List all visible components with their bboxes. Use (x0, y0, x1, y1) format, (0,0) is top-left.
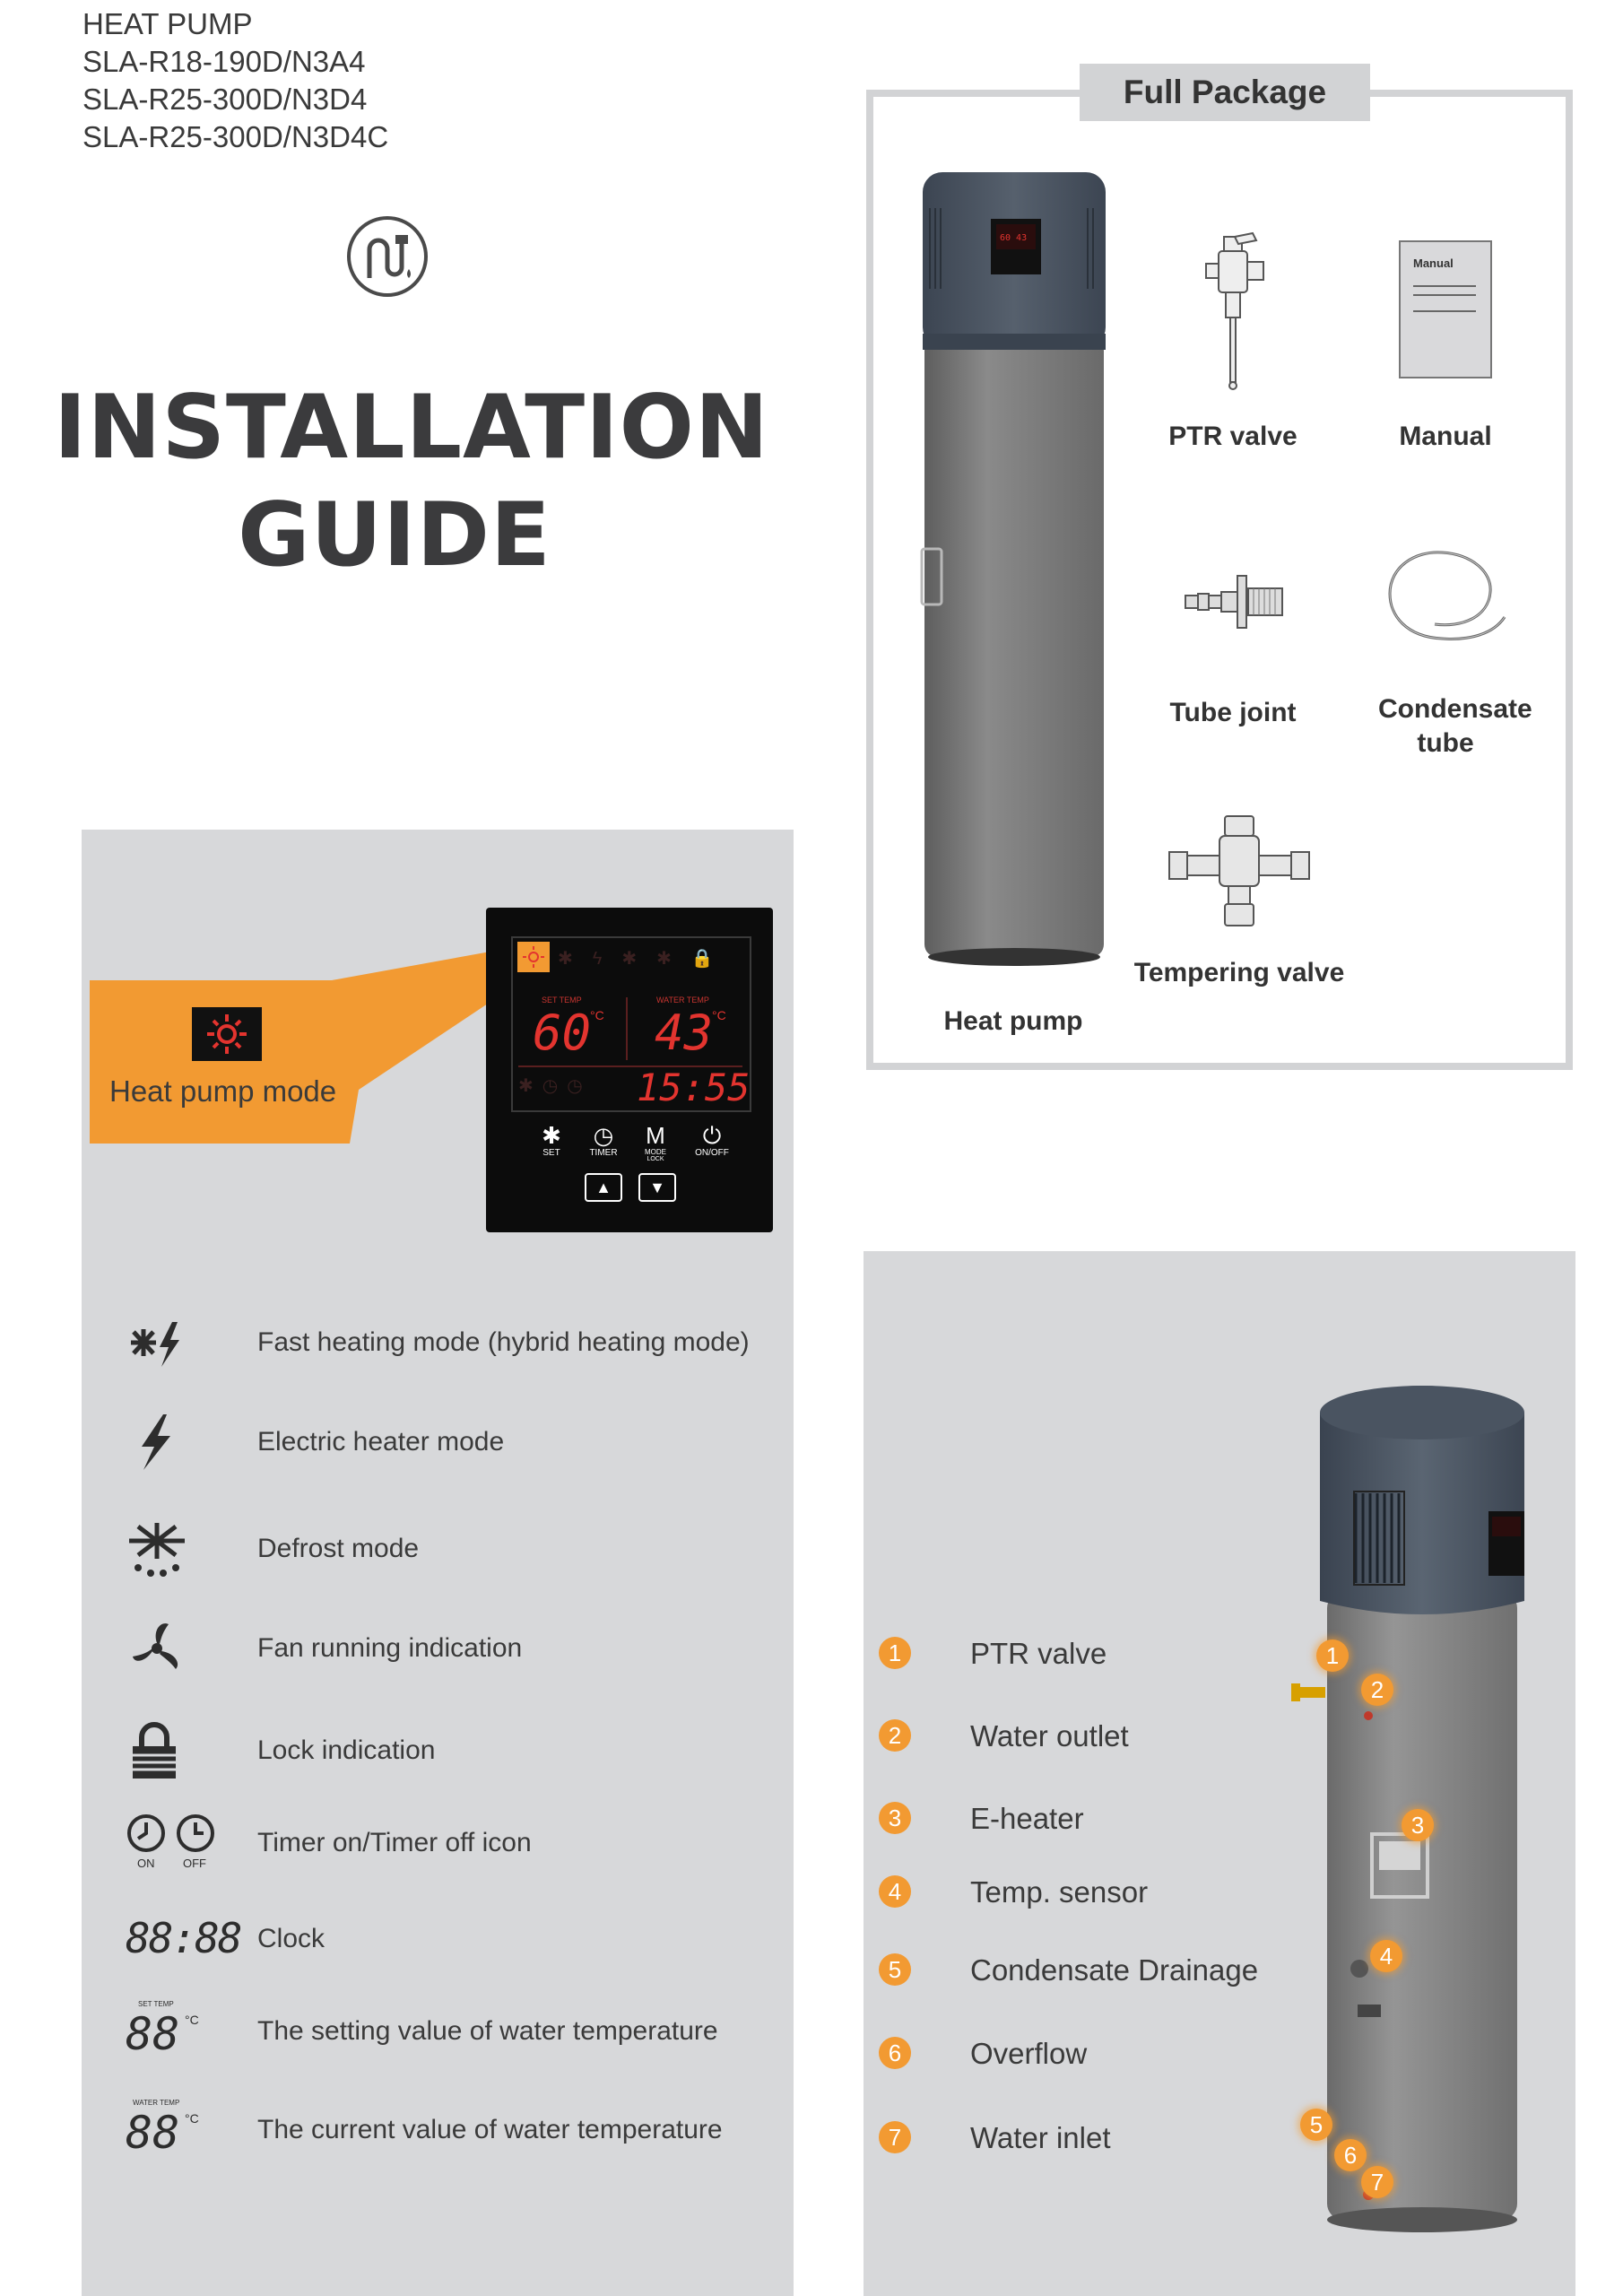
set-icon: ✱ (542, 1122, 561, 1149)
callout-dot: 5 (1300, 2109, 1332, 2141)
controller-display (486, 908, 773, 1232)
legend-water-temp (126, 2099, 789, 2161)
mode-button[interactable] (633, 1123, 678, 1163)
part-number: 1 (879, 1637, 911, 1669)
manual-lines (1413, 285, 1476, 312)
water-temp-caption: WATER TEMP (656, 996, 709, 1004)
legend-set-temp (126, 2000, 789, 2063)
callout-dot: 1 (1316, 1639, 1349, 1672)
part-label: E-heater (970, 1802, 1084, 1835)
set-temp-caption: SET TEMP (542, 996, 582, 1004)
plumbing-icon (346, 215, 429, 298)
set-temp-caption: SET TEMP (138, 2000, 174, 2008)
down-button[interactable]: ▼ (638, 1173, 676, 1202)
electric-heater-icon (126, 1411, 224, 1474)
callout-dot: 2 (1361, 1674, 1393, 1706)
callout-dot: 6 (1334, 2139, 1367, 2171)
tube-joint-label: Tube joint (1169, 698, 1297, 727)
set-temp-display: 88 (126, 2008, 180, 2060)
heat-mode-indicator (517, 942, 550, 972)
manual-lines (1413, 294, 1476, 296)
legend-lock (126, 1719, 789, 1782)
timer-label: TIMER (589, 1148, 618, 1158)
part-number: 5 (879, 1953, 911, 1986)
tempering-valve-icon (1166, 814, 1313, 929)
legend-fan (126, 1617, 789, 1680)
legend-text: Fast heating mode (hybrid heating mode) (257, 1327, 750, 1357)
set-label: SET (542, 1148, 560, 1158)
legend-text: Lock indication (257, 1735, 436, 1765)
set-temp-unit: °C (185, 2013, 199, 2027)
heat-pump-diagram (1291, 1377, 1542, 2233)
timer-icon: ◷ (593, 1122, 614, 1149)
part-number: 7 (879, 2121, 911, 2153)
manual-icon (1399, 240, 1492, 378)
legend-text: Defrost mode (257, 1534, 420, 1563)
model-number: SLA-R18-190D/N3A4 (82, 45, 366, 78)
set-button[interactable] (529, 1123, 574, 1158)
ptr-valve-icon (1197, 231, 1269, 393)
legend-text: Timer on/Timer off icon (257, 1828, 532, 1857)
product-type: HEAT PUMP (82, 7, 253, 40)
legend-text: Fan running indication (257, 1633, 523, 1663)
condensate-tube-text: Condensate tube (1378, 694, 1532, 758)
legend-text: Clock (257, 1924, 325, 1953)
dim-indicators: ✱ϟ✱✱🔒 (558, 949, 733, 969)
mode-icon: M (646, 1122, 665, 1149)
dim-indicators: ✱◷◷ (518, 1076, 592, 1096)
legend-fast-heating (126, 1311, 789, 1374)
legend-text: The current value of water temperature (257, 2115, 723, 2144)
water-temp-icon (126, 2099, 224, 2161)
part-label: Condensate Drainage (970, 1953, 1259, 1987)
callout-dot: 7 (1361, 2166, 1393, 2198)
power-label: ON/OFF (695, 1148, 729, 1158)
condensate-tube-icon (1379, 545, 1514, 664)
heat-pump-label: Heat pump (943, 1006, 1083, 1036)
legend-text: The setting value of water temperature (257, 2016, 718, 2046)
part-number: 2 (879, 1719, 911, 1752)
water-temp-unit: °C (712, 1008, 726, 1022)
part-label: Water inlet (970, 2121, 1111, 2154)
tube-joint-icon (1182, 570, 1289, 633)
water-temp-display: 88 (126, 2107, 180, 2159)
part-label: PTR valve (970, 1637, 1107, 1670)
legend-clock (126, 1908, 789, 1970)
manual-cover-text: Manual (1413, 257, 1454, 270)
page-title-line2: GUIDE (238, 484, 551, 587)
part-label: Overflow (970, 2037, 1088, 2070)
heat-mode-icon (192, 1007, 262, 1061)
button-row (529, 1123, 735, 1168)
timer-icon (126, 1812, 224, 1874)
lcd-divider (626, 997, 628, 1060)
power-button[interactable] (685, 1123, 739, 1158)
part-label: Water outlet (970, 1719, 1129, 1752)
tempering-valve-label: Tempering valve (1133, 958, 1345, 987)
water-temp-value: 43 (655, 1004, 714, 1061)
part-number: 4 (879, 1875, 911, 1908)
heat-pump-image (919, 172, 1109, 970)
model-number: SLA-R25-300D/N3D4 (82, 83, 368, 116)
set-temp-icon (126, 2000, 224, 2063)
package-title: Full Package (1080, 64, 1370, 121)
timer-off-label: OFF (183, 1857, 206, 1870)
legend-electric-heater (126, 1411, 789, 1474)
page-title-line1: INSTALLATION (54, 377, 769, 479)
condensate-tube-label (1354, 692, 1537, 761)
clock-icon (126, 1908, 241, 1970)
part-label: Temp. sensor (970, 1875, 1149, 1909)
svg-text:60 43: 60 43 (1000, 233, 1028, 243)
lock-label: LOCK (647, 1156, 664, 1162)
part-number: 3 (879, 1802, 911, 1834)
timer-button[interactable] (581, 1123, 626, 1158)
water-temp-caption: WATER TEMP (133, 2099, 180, 2107)
defrost-icon (126, 1518, 224, 1580)
fan-icon (126, 1617, 224, 1680)
part-number: 6 (879, 2037, 911, 2069)
legend-defrost (126, 1518, 789, 1580)
manual-label: Manual (1399, 422, 1492, 451)
set-temp-unit: °C (590, 1008, 604, 1022)
power-icon: ⏻ (702, 1122, 722, 1149)
callout-dot: 4 (1370, 1940, 1402, 1972)
callout-label: Heat pump mode (109, 1074, 337, 1108)
ptr-valve-label: PTR valve (1168, 422, 1298, 451)
timer-on-label: ON (137, 1857, 155, 1870)
lock-icon (126, 1719, 224, 1782)
clock-value: 15:55 (637, 1065, 751, 1109)
clock-display: 88:88 (126, 1914, 241, 1962)
fast-heating-icon (126, 1311, 224, 1374)
legend-text: Electric heater mode (257, 1427, 505, 1457)
set-temp-value: 60 (533, 1004, 592, 1061)
legend-timer (126, 1812, 789, 1874)
model-number: SLA-R25-300D/N3D4C (82, 120, 389, 153)
water-temp-unit: °C (185, 2111, 199, 2126)
model-list (82, 5, 388, 156)
mode-label: MODE (645, 1148, 666, 1156)
callout-dot: 3 (1402, 1809, 1434, 1841)
up-button[interactable]: ▲ (585, 1173, 622, 1202)
parts-list (879, 1637, 1291, 2175)
